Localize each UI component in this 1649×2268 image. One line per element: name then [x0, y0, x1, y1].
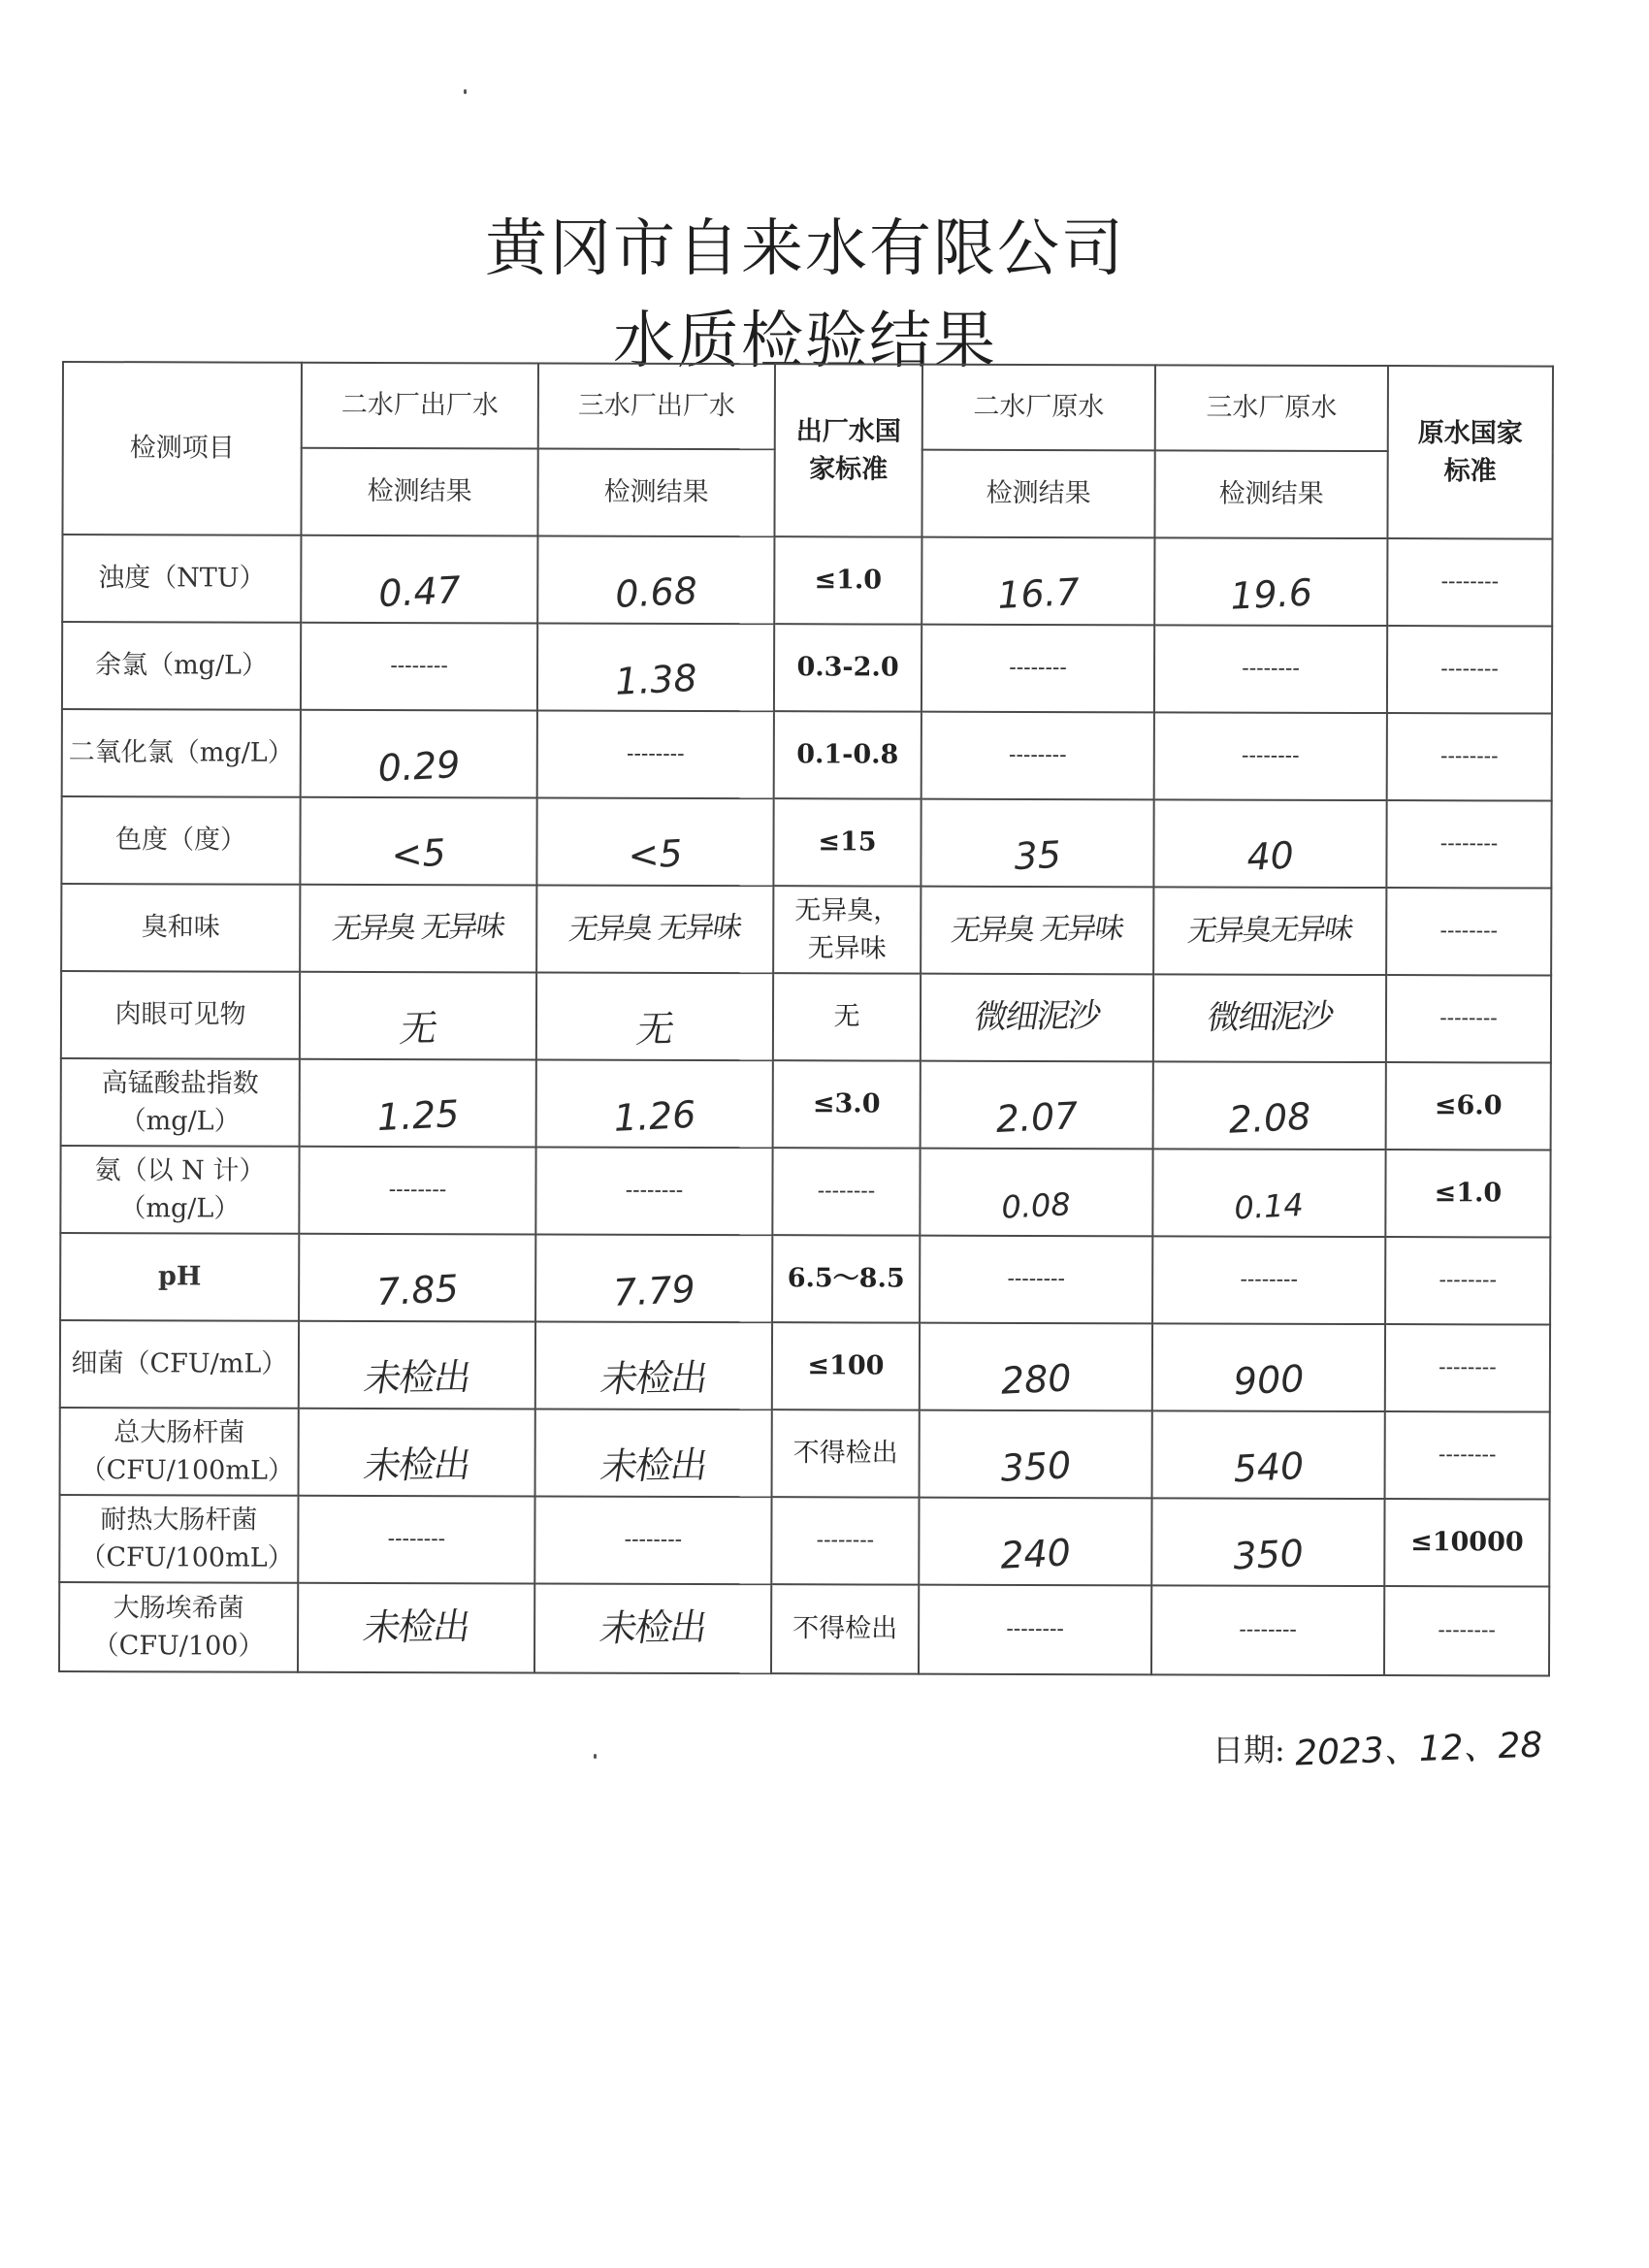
header-result: 检测结果 [1154, 450, 1387, 538]
result-value: 350 [1232, 1532, 1305, 1578]
standard-value: 无 [773, 973, 921, 1060]
result-value: 无异臭无异味 [1185, 912, 1355, 950]
standard-value: -------- [1387, 713, 1552, 801]
standard-value: -------- [1386, 800, 1551, 889]
item-label: 氨（以 N 计）（mg/L） [60, 1146, 299, 1234]
header-result: 检测结果 [301, 448, 537, 536]
standard-value: -------- [1385, 1324, 1550, 1412]
result-value: 40 [1245, 833, 1295, 880]
header-out-standard: 出厂水国家标准 [774, 364, 922, 536]
header-result: 检测结果 [922, 450, 1154, 538]
result-value: -------- [299, 1147, 535, 1235]
standard-value: -------- [1387, 538, 1552, 627]
item-label: 肉眼可见物 [61, 971, 300, 1059]
table-row [62, 535, 1552, 627]
item-label: 余氯（mg/L） [62, 622, 301, 710]
result-value: -------- [1152, 1236, 1385, 1324]
result-value: 1.26 [612, 1093, 696, 1141]
standard-value: 6.5～8.5 [772, 1235, 920, 1322]
result-value: -------- [535, 1147, 772, 1235]
result-value: 无 [397, 1007, 439, 1051]
item-label: 大肠埃希菌（CFU/100） [59, 1582, 298, 1672]
header-result: 检测结果 [537, 448, 774, 536]
result-value: -------- [301, 623, 537, 711]
result-value: 未检出 [597, 1605, 709, 1651]
result-value: 0.08 [1000, 1185, 1072, 1226]
result-value: 16.7 [995, 570, 1081, 618]
result-value: -------- [534, 1496, 771, 1584]
result-value: -------- [537, 710, 774, 798]
table-row [59, 1495, 1549, 1587]
result-value: 280 [999, 1356, 1073, 1404]
item-label: pH [60, 1233, 299, 1321]
scan-speck [464, 89, 467, 94]
table-row [60, 1320, 1550, 1412]
report-date [1212, 1722, 1543, 1774]
table-row [61, 796, 1551, 889]
result-value: 1.38 [613, 657, 698, 704]
standard-value: ≤1.0 [774, 536, 922, 624]
result-value: 未检出 [360, 1604, 472, 1650]
item-label: 高锰酸盐指数（mg/L） [61, 1058, 300, 1147]
scan-speck [594, 1754, 597, 1759]
result-value: -------- [1151, 1585, 1384, 1675]
result-value: 2.07 [994, 1094, 1079, 1142]
result-value: -------- [919, 1585, 1151, 1675]
item-label: 浊度（NTU） [62, 535, 301, 623]
standard-value: ≤10000 [1384, 1499, 1549, 1587]
standard-value: ≤100 [772, 1322, 920, 1409]
result-value: 1.25 [375, 1092, 460, 1140]
result-value: -------- [920, 1236, 1152, 1324]
result-value: 540 [1232, 1444, 1305, 1491]
header-plant3-out: 三水厂出厂水 [538, 363, 775, 449]
standard-value: -------- [772, 1148, 920, 1235]
header-item: 检测项目 [62, 362, 302, 535]
result-value: 微细泥沙 [1204, 997, 1336, 1038]
result-value: 0.29 [376, 743, 462, 791]
standard-value: ≤1.0 [1385, 1150, 1550, 1238]
item-label: 总大肠杆菌（CFU/100mL） [60, 1408, 299, 1496]
table-row [61, 884, 1551, 976]
result-value: 350 [999, 1443, 1072, 1491]
result-value: 7.79 [611, 1268, 696, 1315]
result-value: 未检出 [361, 1355, 473, 1401]
standard-value: -------- [1385, 1237, 1550, 1325]
result-value: 未检出 [598, 1356, 710, 1402]
item-label: 色度（度） [61, 796, 300, 885]
item-label: 臭和味 [61, 884, 300, 972]
table-row [60, 1146, 1550, 1238]
header-row-1 [63, 362, 1553, 452]
standard-value: 0.3-2.0 [774, 624, 922, 711]
company-title: 黄冈市自来水有限公司 [485, 213, 1125, 285]
standard-value: -------- [1387, 626, 1552, 714]
result-value: 无异臭 无异味 [949, 911, 1126, 949]
standard-value: -------- [771, 1497, 919, 1584]
result-value: 19.6 [1228, 571, 1313, 619]
result-value: 无异臭 无异味 [330, 910, 507, 947]
result-value: -------- [1154, 712, 1387, 800]
table-row [59, 1582, 1549, 1676]
table-row [60, 1408, 1550, 1500]
result-value: -------- [922, 712, 1154, 800]
result-value: 900 [1232, 1357, 1306, 1404]
result-value: -------- [1154, 625, 1387, 713]
result-value: 未检出 [597, 1443, 710, 1489]
item-label: 耐热大肠杆菌（CFU/100mL） [59, 1495, 298, 1583]
result-value: 2.08 [1227, 1095, 1311, 1143]
date-value: 2023、12、28 [1294, 1725, 1543, 1774]
result-value: 240 [999, 1531, 1072, 1578]
result-value: 0.14 [1233, 1185, 1305, 1227]
standard-value: -------- [1386, 975, 1551, 1063]
water-quality-table [58, 361, 1554, 1677]
standard-value: ≤15 [773, 798, 921, 886]
standard-value: ≤6.0 [1386, 1062, 1551, 1150]
table-row [60, 1233, 1550, 1325]
result-value: 无 [633, 1008, 676, 1052]
result-value: <5 [627, 831, 684, 878]
header-plant2-raw: 二水厂原水 [922, 365, 1155, 451]
table-row [61, 971, 1551, 1063]
table-row [62, 709, 1552, 801]
result-value: -------- [922, 625, 1154, 713]
item-label: 细菌（CFU/mL） [60, 1320, 299, 1409]
header-plant3-raw: 三水厂原水 [1155, 365, 1388, 451]
result-value: 无异臭 无异味 [566, 910, 744, 948]
standard-value: ≤3.0 [773, 1060, 921, 1148]
result-value: 7.85 [374, 1267, 460, 1314]
table-row [61, 1058, 1551, 1150]
item-label: 二氧化氯（mg/L） [62, 709, 301, 797]
result-value: 0.47 [376, 568, 462, 616]
header-plant2-out: 二水厂出厂水 [302, 363, 538, 449]
result-value: 未检出 [360, 1442, 473, 1488]
result-value: <5 [390, 831, 447, 877]
standard-value: 0.1-0.8 [774, 711, 922, 798]
header-raw-standard: 原水国家标准 [1387, 366, 1553, 539]
table-row [62, 622, 1552, 714]
result-value: 微细泥沙 [971, 996, 1103, 1038]
result-value: 0.68 [613, 569, 698, 617]
standard-value: -------- [1384, 1586, 1549, 1676]
report-title: 水质检验结果 [613, 306, 997, 377]
standard-value: -------- [1385, 1411, 1550, 1500]
date-label: 日期: [1212, 1732, 1285, 1768]
standard-value: 不得检出 [772, 1409, 920, 1497]
standard-value: 不得检出 [771, 1584, 919, 1673]
result-value: 35 [1013, 833, 1062, 879]
result-value: -------- [298, 1496, 534, 1584]
standard-value: 无异臭，无异味 [773, 886, 921, 973]
standard-value: -------- [1386, 888, 1551, 976]
